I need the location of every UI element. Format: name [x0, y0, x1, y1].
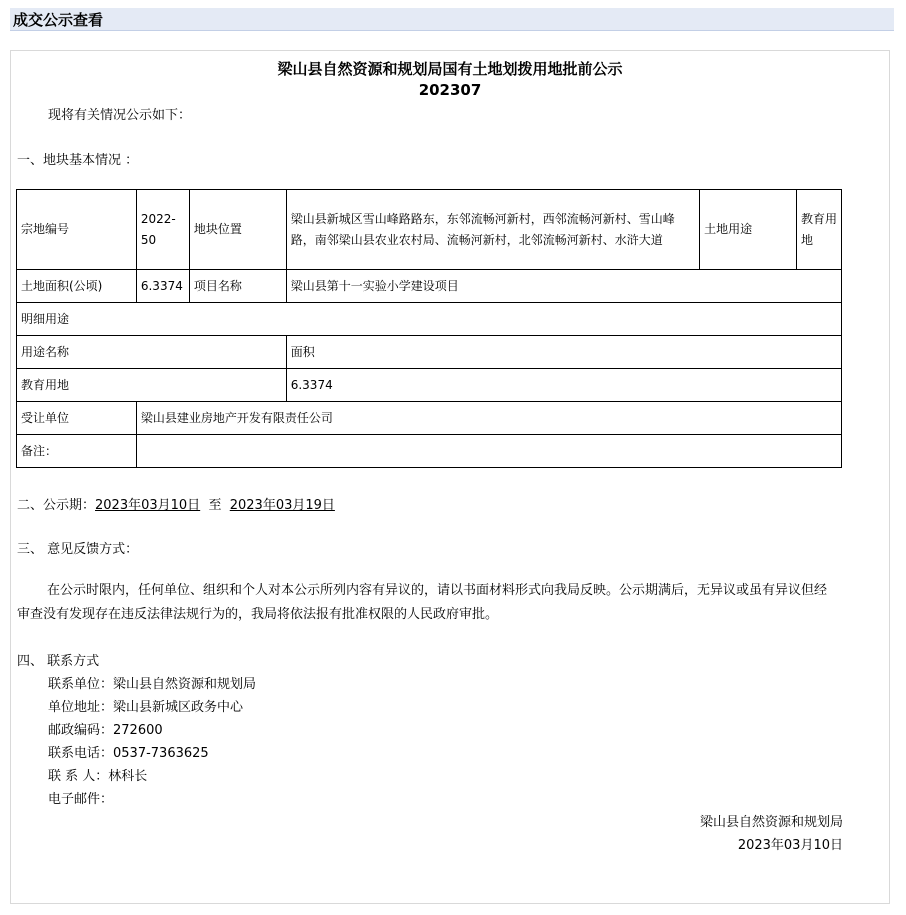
- label-transferee: 受让单位: [17, 402, 137, 435]
- table-row: [17, 336, 842, 369]
- feedback-paragraph: 在公示时限内，任何单位、组织和个人对本公示所列内容有异议的，请以书面材料形式向我局反映。公示期满后，无异议或虽有异议但经审查没有发现存在违反法律法规行为的，我局将依法报有批准权限的人民政府审批。: [17, 583, 828, 622]
- label-use-area: 面积: [286, 336, 841, 369]
- contact-phone: 联系电话：0537-7363625: [48, 746, 209, 761]
- table-row: [17, 270, 842, 303]
- section3-heading: 三、 意见反馈方式：: [17, 542, 139, 557]
- label-use-name: 用途名称: [17, 336, 287, 369]
- page-header-title: 成交公示查看: [13, 11, 104, 29]
- table-row: [17, 303, 842, 336]
- contact-person: 联 系 人：林科长: [48, 769, 148, 784]
- section1-heading: 一、地块基本情况 ：: [17, 153, 139, 168]
- label-remarks: 备注：: [17, 435, 137, 468]
- value-remarks: [136, 435, 841, 468]
- label-detail-use: 明细用途: [17, 303, 842, 336]
- contact-postcode: 邮政编码：272600: [48, 723, 163, 738]
- table-row: [17, 402, 842, 435]
- contact-unit: 联系单位：梁山县自然资源和规划局: [48, 677, 257, 692]
- value-parcel-id: 2022-50: [136, 190, 189, 270]
- table-row: [17, 190, 842, 270]
- value-use-area: 6.3374: [286, 369, 841, 402]
- label-location: 地块位置: [189, 190, 286, 270]
- notice-panel: [10, 50, 890, 904]
- period-start: 2023年03月10日: [95, 498, 201, 513]
- contact-address: 单位地址：梁山县新城区政务中心: [48, 700, 244, 715]
- period-end: 2023年03月19日: [229, 498, 335, 513]
- label-land-use: 土地用途: [700, 190, 797, 270]
- table-row: [17, 369, 842, 402]
- parcel-table: [16, 189, 842, 468]
- section4-heading: 四、 联系方式: [17, 654, 100, 669]
- signature-org: 梁山县自然资源和规划局: [699, 815, 843, 830]
- contact-email: 电子邮件：: [48, 792, 114, 807]
- section2-line: [17, 494, 335, 513]
- section2-heading: 二、公示期：: [17, 498, 96, 513]
- value-use-name: 教育用地: [17, 369, 287, 402]
- label-parcel-id: 宗地编号: [17, 190, 137, 270]
- notice-title: 梁山县自然资源和规划局国有土地划拨用地批前公示: [277, 60, 623, 78]
- value-location: 梁山县新城区雪山峰路路东，东邻流畅河新村，西邻流畅河新村、雪山峰路，南邻梁山县农业农村局、流畅河新村，北邻流畅河新村、水浒大道: [286, 190, 699, 270]
- notice-intro: 现将有关情况公示如下：: [48, 108, 192, 123]
- value-transferee: 梁山县建业房地产开发有限责任公司: [136, 402, 841, 435]
- value-land-use: 教育用地: [797, 190, 842, 270]
- label-project: 项目名称: [189, 270, 286, 303]
- value-area: 6.3374: [136, 270, 189, 303]
- notice-code: 202307: [418, 81, 482, 99]
- page-header-bar: [10, 8, 894, 31]
- table-row: [17, 435, 842, 468]
- label-area: 土地面积(公顷): [17, 270, 137, 303]
- period-sep: 至: [208, 498, 222, 513]
- value-project: 梁山县第十一实验小学建设项目: [286, 270, 841, 303]
- signature-date: 2023年03月10日: [737, 838, 843, 853]
